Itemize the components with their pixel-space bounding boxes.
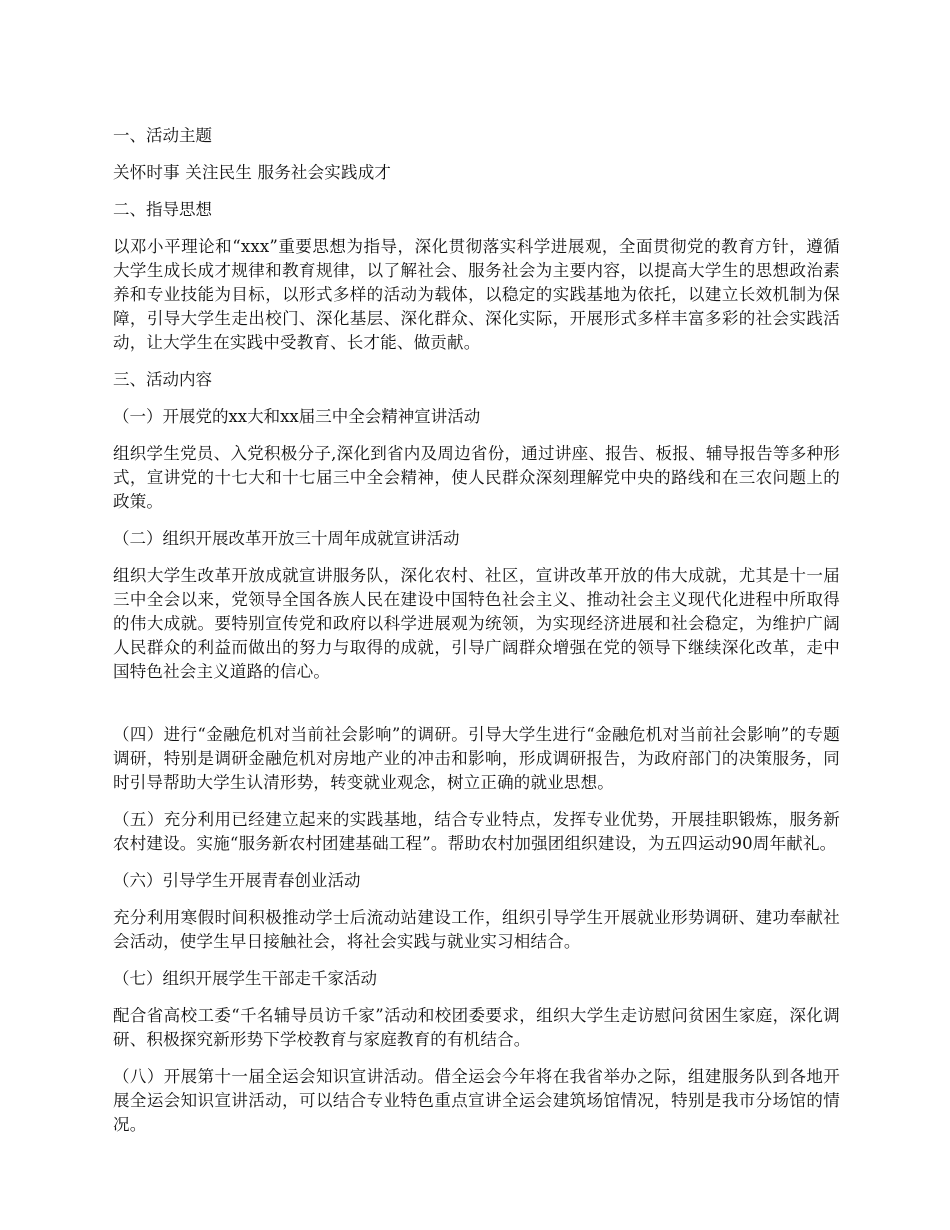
subheading-item-6: （六）引导学生开展青春创业活动 — [113, 871, 361, 890]
item-8-text: （八）开展第十一届全运会知识宣讲活动。借全运会今年将在我省举办之际，组建服务队到各地开展全运会知识宣讲活动，可以结合专业特色重点宣讲全运会建筑场馆情况，特别是我市分场馆的情况。 — [113, 1067, 840, 1134]
section-heading-activity-content: 三、活动内容 — [113, 370, 212, 389]
item-2-text: 组织大学生改革开放成就宣讲服务队，深化农村、社区，宣讲改革开放的伟大成就，尤其是十一届三中全会以来，党领导全国各族人民在建设中国特色社会主义、推动社会主义现代化进程中所取得的伟大成就。要特别宣传党和政府以科学进展观为统领，为实现经济进展和社会稳定，为维护广阔人民群众的利益而做出的努力与取得的成就，引导广阔群众增强在党的领导下继续深化改革，走中国特色社会主义道路的信心。 — [113, 566, 840, 681]
subheading-item-2: （二）组织开展改革开放三十周年成就宣讲活动 — [113, 529, 460, 548]
item-7-text: 配合省高校工委“千名辅导员访千家”活动和校团委要求，组织大学生走访慰问贫困生家庭，深化调研、积极探究新形势下学校教育与家庭教育的有机结合。 — [113, 1006, 840, 1049]
subheading-item-1: （一）开展党的xx大和xx届三中全会精神宣讲活动 — [113, 407, 481, 426]
item-6-text: 充分利用寒假时间积极推动学士后流动站建设工作，组织引导学生开展就业形势调研、建功奉献社会活动，使学生早日接触社会，将社会实践与就业实习相结合。 — [113, 908, 840, 951]
item-1-text: 组织学生党员、入党积极分子,深化到省内及周边省份，通过讲座、报告、板报、辅导报告等多种形式，宣讲党的十七大和十七届三中全会精神，使人民群众深刻理解党中央的路线和在三农问题上的政策。 — [113, 444, 840, 511]
item-5-text: （五）充分利用已经建立起来的实践基地，结合专业特点，发挥专业优势，开展挂职锻炼，服务新农村建设。实施“服务新农村团建基础工程”。帮助农村加强团组织建设，为五四运动90周年献礼。 — [113, 810, 840, 853]
guiding-thought-text: 以邓小平理论和“xxx”重要思想为指导，深化贯彻落实科学进展观，全面贯彻党的教育方针，遵循大学生成长成才规律和教育规律，以了解社会、服务社会为主要内容，以提高大学生的思想政治素养和专业技能为目标，以形式多样的活动为载体，以稳定的实践基地为依托，以建立长效机制为保障，引导大学生走出校门、深化基层、深化群众、深化实际，开展形式多样丰富多彩的社会实践活动，让大学生在实践中受教育、长才能、做贡献。 — [113, 237, 840, 352]
item-4-text: （四）进行“金融危机对当前社会影响”的调研。引导大学生进行“金融危机对当前社会影响”的专题调研，特别是调研金融危机对房地产业的冲击和影响，形成调研报告，为政府部门的决策服务，同时引导帮助大学生认清形势，转变就业观念，树立正确的就业思想。 — [113, 725, 840, 792]
subheading-item-7: （七）组织开展学生干部走千家活动 — [113, 969, 377, 988]
section-heading-theme: 一、活动主题 — [113, 126, 212, 145]
theme-text: 关怀时事 关注民生 服务社会实践成才 — [113, 163, 392, 182]
section-heading-guiding-thought: 二、指导思想 — [113, 200, 212, 219]
blank-gap — [113, 697, 840, 723]
document-body — [113, 124, 840, 1150]
